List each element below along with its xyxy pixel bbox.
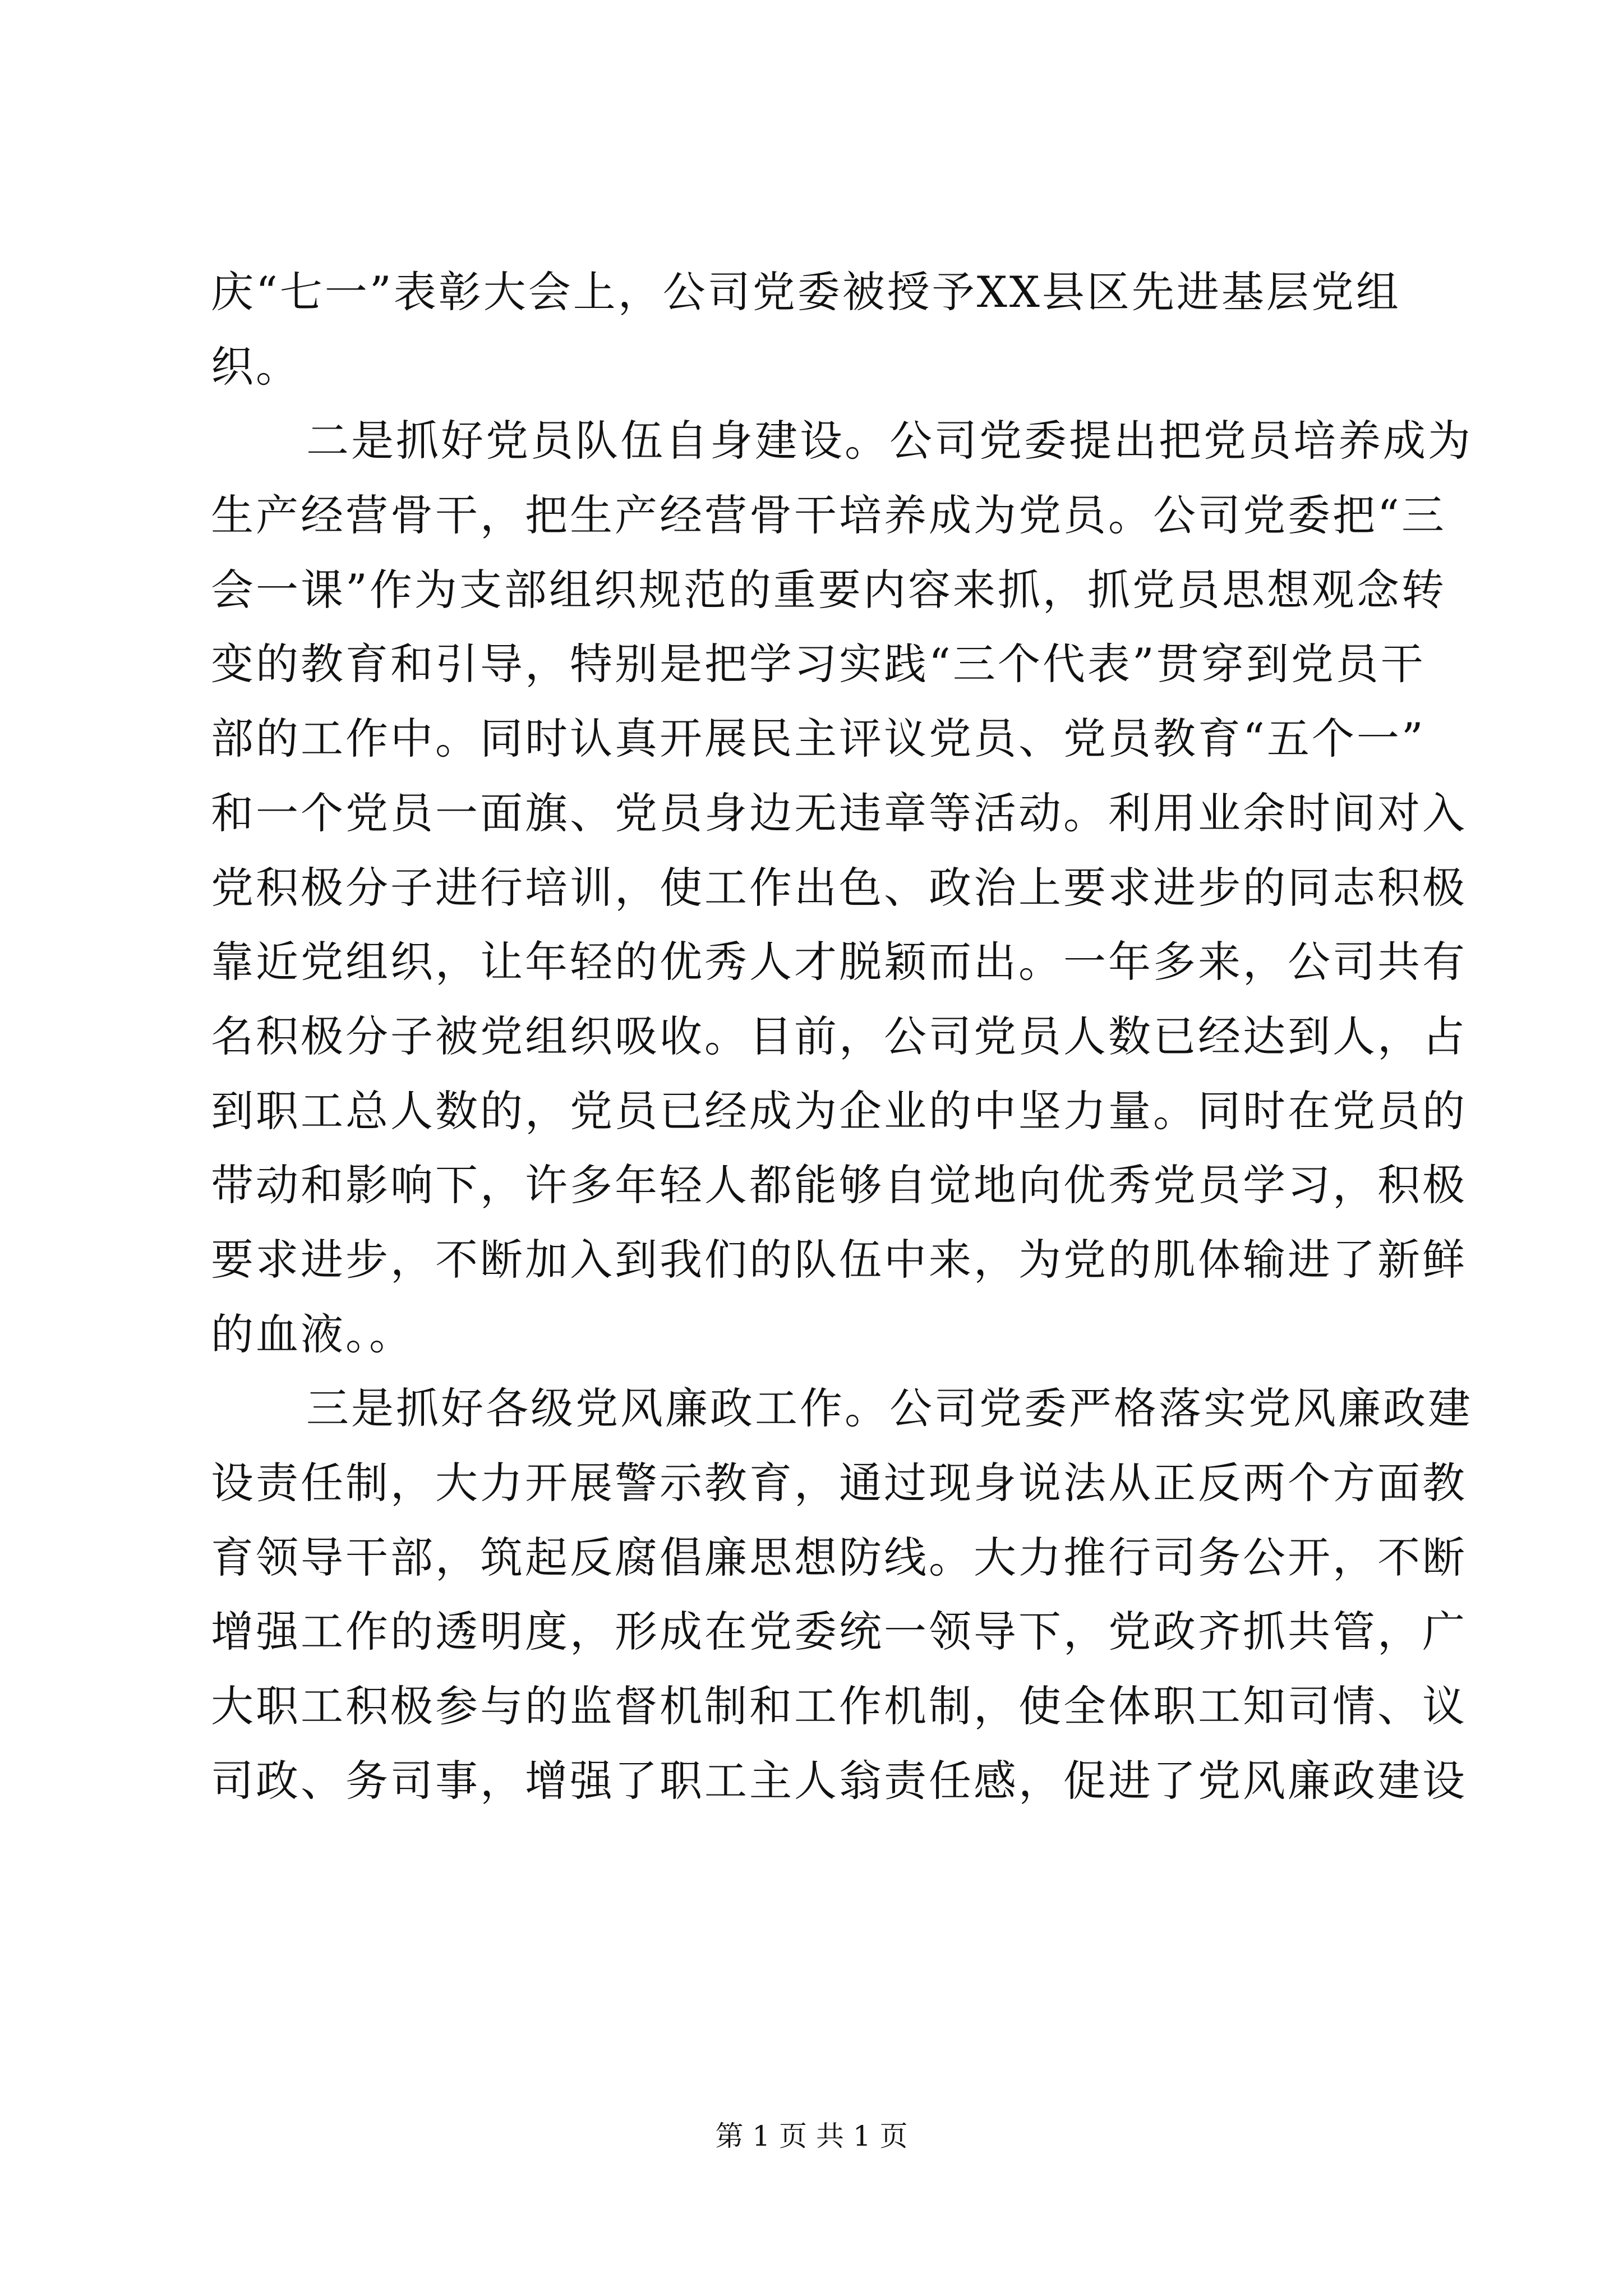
page-footer: 第 1 页 共 1 页	[715, 2120, 908, 2152]
line-text: 大职工积极参与的监督机制和工作机制，使全体职工知司情、议	[211, 1681, 1467, 1732]
line-text: 三是抓好各级党风廉政工作。公司党委严格落实党风廉政建	[306, 1383, 1473, 1434]
line-text: 带动和影响下，许多年轻人都能够自觉地向优秀党员学习，积极	[211, 1160, 1467, 1211]
text-line	[211, 627, 1428, 702]
text-line	[211, 1223, 1467, 1297]
line-text: 庆“七一”表彰大会上，公司党委被授予XX县区先进基层党组	[211, 267, 1401, 317]
line-text: 党积极分子进行培训，使工作出色、政治上要求进步的同志积极	[211, 862, 1467, 913]
line-text: 部的工作中。同时认真开展民主评议党员、党员教育“五个一”	[211, 714, 1426, 764]
text-line	[211, 1148, 1467, 1223]
text-line	[211, 925, 1467, 1000]
text-line	[211, 478, 1446, 553]
line-text: 靠近党组织，让年轻的优秀人才脱颖而出。一年多来，公司共有	[211, 937, 1467, 987]
line-text: 会一课”作为支部组织规范的重要内容来抓，抓党员思想观念转	[211, 564, 1446, 615]
text-line	[211, 330, 1428, 404]
text-line	[211, 1521, 1467, 1595]
text-line	[211, 1074, 1467, 1149]
text-line	[211, 1297, 1428, 1372]
line-text: 育领导干部，筑起反腐倡廉思想防线。大力推行司务公开，不断	[211, 1532, 1467, 1582]
line-text: 设责任制，大力开展警示教育，通过现身说法从正反两个方面教	[211, 1458, 1467, 1508]
line-text: 名积极分子被党组织吸收。目前，公司党员人数已经达到人，占	[211, 1011, 1467, 1061]
line-text: 生产经营骨干，把生产经营骨干培养成为党员。公司党委把“三	[211, 490, 1446, 541]
line-text: 到职工总人数的，党员已经成为企业的中坚力量。同时在党员的	[211, 1085, 1467, 1136]
text-line	[211, 553, 1446, 628]
text-line	[211, 404, 1473, 478]
text-line	[211, 1446, 1467, 1521]
line-text: 要求进步，不断加入到我们的队伍中来，为党的肌体输进了新鲜	[211, 1234, 1467, 1285]
line-text: 二是抓好党员队伍自身建设。公司党委提出把党员培养成为	[306, 416, 1473, 466]
text-line	[211, 1669, 1467, 1744]
text-line	[211, 255, 1428, 330]
text-line	[211, 1744, 1467, 1819]
text-line	[211, 776, 1467, 851]
text-line	[211, 1000, 1467, 1074]
line-text: 的血液。。	[211, 1309, 414, 1359]
text-line	[211, 851, 1467, 926]
text-line	[211, 702, 1428, 776]
line-text: 增强工作的透明度，形成在党委统一领导下，党政齐抓共管，广	[211, 1607, 1467, 1657]
line-text: 织。	[211, 341, 301, 392]
line-text: 和一个党员一面旗、党员身边无违章等活动。利用业余时间对入	[211, 788, 1467, 838]
text-line	[211, 1372, 1473, 1446]
text-line	[211, 1595, 1467, 1669]
document-body	[211, 255, 1473, 1818]
line-text: 变的教育和引导，特别是把学习实践“三个代表”贯穿到党员干	[211, 639, 1426, 689]
line-text: 司政、务司事，增强了职工主人翁责任感，促进了党风廉政建设	[211, 1755, 1467, 1806]
